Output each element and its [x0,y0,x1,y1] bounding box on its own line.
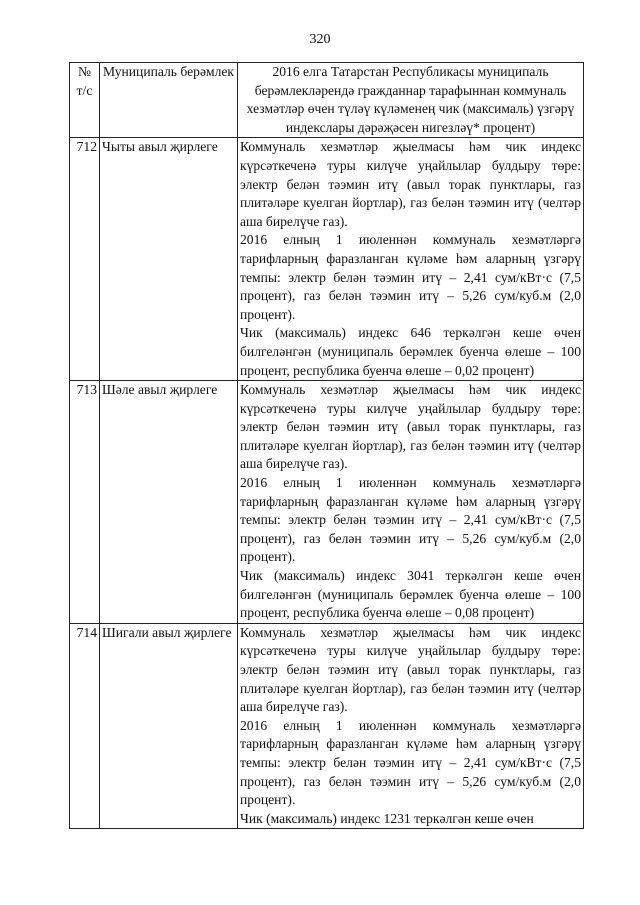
row-municipality: Чыты авыл җирлеге [100,138,238,381]
tariff-paragraph: 2016 елның 1 июленнән коммуналь хезмәтләргә тарифларның фаразланган күләме һәм аларның үзгәрү темпы: электр белән тәэмин итү – 2,41 сум/кВт·с (7,5 процент), газ белән тәэмин итү – 5,26 сум/куб.м (2,0 процент). [240,475,581,565]
tariff-paragraph: 2016 елның 1 июленнән коммуналь хезмәтләргә тарифларның фаразланган күләме һәм аларның үзгәрү темпы: электр белән тәэмин итү – 2,41 сум/кВт·с (7,5 процент), газ белән тәэмин итү – 5,26 сум/куб.м (2,0 процент). [240,232,581,322]
amenity-paragraph: Коммуналь хезмәтләр җыелмасы һәм чик индекс күрсәткеченә туры килүче уңайлылар булдыру төре: электр белән тәэмин итү (авыл торак пунктлары, газ плитәләре куелган йортлар), газ белән тәэмин итү (челтәр аша бирелүче газ). [240,382,581,472]
row-municipality: Шигали авыл җирлеге [100,623,238,829]
header-number: № т/с [70,63,100,138]
tariff-index-table [69,62,584,829]
tariff-paragraph: 2016 елның 1 июленнән коммуналь хезмәтләргә тарифларның фаразланган күләме һәм аларның үзгәрү темпы: электр белән тәэмин итү – 2,41 сум/кВт·с (7,5 процент), газ белән тәэмин итү – 5,26 сум/куб.м (2,0 процент). [240,717,581,808]
limit-index-paragraph: Чик (максималь) индекс 1231 теркәлгән кеше өчен [240,810,534,826]
table-row [70,623,584,829]
table-row [70,138,584,381]
page-number: 320 [309,32,331,47]
table-row [70,381,584,624]
table-header-row [70,63,584,138]
amenity-paragraph: Коммуналь хезмәтләр җыелмасы һәм чик индекс күрсәткеченә туры килүче уңайлылар булдыру төре: электр белән тәэмин итү (авыл торак пунктлары, газ плитәләре куелган йортлар), газ белән тәэмин итү (челтәр аша бирелүче газ). [240,624,581,715]
row-number: 712 [70,138,100,381]
amenity-paragraph: Коммуналь хезмәтләр җыелмасы һәм чик индекс күрсәткеченә туры килүче уңайлылар булдыру төре: электр белән тәэмин итү (авыл торак пунктлары, газ плитәләре куелган йортлар), газ белән тәэмин итү (челтәр аша бирелүче газ). [240,139,581,229]
row-number: 714 [70,623,100,829]
row-description [238,623,584,829]
row-description [238,138,584,381]
limit-index-paragraph: Чик (максималь) индекс 646 теркәлгән кеше өчен билгеләнгән (муниципаль берәмлек буенча өлеше – 100 процент, республика буенча өлеше – 0,02 процент) [240,325,581,378]
row-number: 713 [70,381,100,624]
header-municipality: Муниципаль берәмлек [100,63,238,138]
limit-index-paragraph: Чик (максималь) индекс 3041 теркәлгән кеше өчен билгеләнгән (муниципаль берәмлек буенча өлеше – 100 процент, республика буенча өлеше – 0,08 процент) [240,568,581,621]
header-description: 2016 елга Татарстан Республикасы муниципаль берәмлекләрендә гражданнар тарафыннан коммуналь хезмәтләр өчен түләү күләменең чик (максималь) үзгәрү индекслары дәрәҗәсен нигезләү* процент) [238,63,584,138]
row-municipality: Шәле авыл җирлеге [100,381,238,624]
row-description [238,381,584,624]
